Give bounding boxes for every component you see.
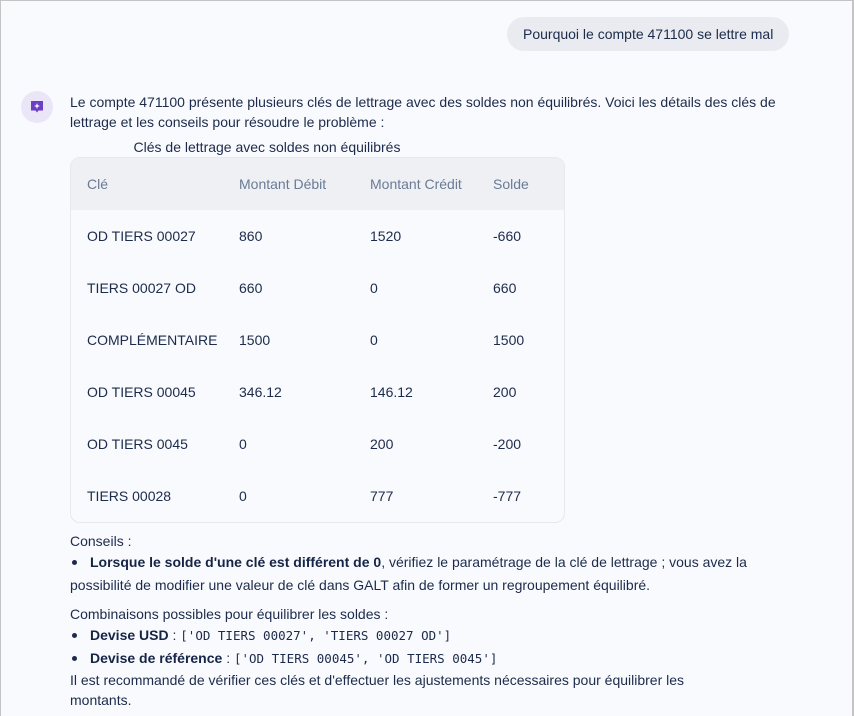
cell-credit: 777 xyxy=(370,488,394,504)
lettrage-table xyxy=(71,158,564,522)
cell-debit: 1500 xyxy=(239,332,271,348)
cell-cle: OD TIERS 0045 xyxy=(87,436,188,452)
assistant-avatar xyxy=(21,91,53,123)
table-header-row xyxy=(71,158,564,210)
cell-debit: 346.12 xyxy=(239,384,282,400)
cell-debit: 860 xyxy=(239,228,263,244)
conseils-title: Conseils : xyxy=(70,533,132,549)
conseil-text: , vérifiez le paramétrage de la clé de lettrage ; vous avez la xyxy=(381,554,747,570)
cell-solde: -660 xyxy=(493,228,522,244)
conseil-bold: Lorsque le solde d'une clé est différent de 0 xyxy=(90,554,382,570)
chat-sparkle-icon xyxy=(30,100,44,114)
conclusion xyxy=(70,670,815,710)
assistant-message xyxy=(70,92,815,710)
header-montant-debit: Montant Débit xyxy=(239,176,327,192)
cell-debit: 0 xyxy=(239,488,247,504)
assistant-intro: Le compte 471100 présente plusieurs clés de lettrage avec des soldes non équilibrés. Voici les détails des clés de lettrage et les conseils pour résoudre le problème : xyxy=(70,94,776,130)
header-solde: Solde xyxy=(493,176,529,192)
cell-solde: -777 xyxy=(493,488,522,504)
table-caption: Clés de lettrage avec soldes non équilibrés xyxy=(133,139,401,155)
conseils-list xyxy=(70,551,815,597)
conseil-text-cont: possibilité de modifier une valeur de clé dans GALT afin de former un regroupement équilibré. xyxy=(70,577,651,593)
header-cle: Clé xyxy=(87,176,109,192)
conclusion-line1: Il est recommandé de vérifier ces clés et d'effectuer les ajustements nécessaires pour équilibrer les xyxy=(70,672,685,688)
lettrage-table-card xyxy=(70,157,565,523)
cell-credit: 200 xyxy=(370,436,394,452)
table-row xyxy=(71,366,564,418)
user-message-bubble: Pourquoi le compte 471100 se lettre mal xyxy=(507,17,789,51)
cell-debit: 660 xyxy=(239,280,263,296)
conclusion-line2: montants. xyxy=(70,692,132,708)
combinaisons-list xyxy=(70,624,815,670)
cell-cle: TIERS 00028 xyxy=(87,488,172,504)
cell-credit: 1520 xyxy=(370,228,402,244)
cell-solde: -200 xyxy=(493,436,522,452)
cell-credit: 0 xyxy=(370,280,378,296)
cell-credit: 0 xyxy=(370,332,378,348)
combinaison-item xyxy=(70,647,815,670)
cell-solde: 1500 xyxy=(493,332,525,348)
cell-credit: 146.12 xyxy=(370,384,413,400)
combinaison-value: ['OD TIERS 00045', 'OD TIERS 0045'] xyxy=(233,651,498,666)
combinaison-label: Devise de référence xyxy=(90,650,223,666)
combinaison-item xyxy=(70,624,815,647)
cell-cle: OD TIERS 00045 xyxy=(87,384,196,400)
cell-debit: 0 xyxy=(239,436,247,452)
header-montant-credit: Montant Crédit xyxy=(370,176,462,192)
combinaison-sep: : xyxy=(222,650,234,666)
table-row xyxy=(71,262,564,314)
combinaisons-title: Combinaisons possibles pour équilibrer les soldes : xyxy=(70,606,389,622)
combinaison-label: Devise USD xyxy=(90,627,169,643)
cell-cle: OD TIERS 00027 xyxy=(87,228,196,244)
conseil-item xyxy=(70,551,815,597)
cell-solde: 200 xyxy=(493,384,517,400)
table-row xyxy=(71,418,564,470)
cell-cle: COMPLÉMENTAIRE xyxy=(87,332,218,348)
combinaison-sep: : xyxy=(168,627,181,643)
combinaison-value: ['OD TIERS 00027', 'TIERS 00027 OD'] xyxy=(180,628,452,643)
table-row xyxy=(71,210,564,262)
cell-solde: 660 xyxy=(493,280,517,296)
cell-cle: TIERS 00027 OD xyxy=(87,280,196,296)
table-row xyxy=(71,470,564,522)
table-row xyxy=(71,314,564,366)
